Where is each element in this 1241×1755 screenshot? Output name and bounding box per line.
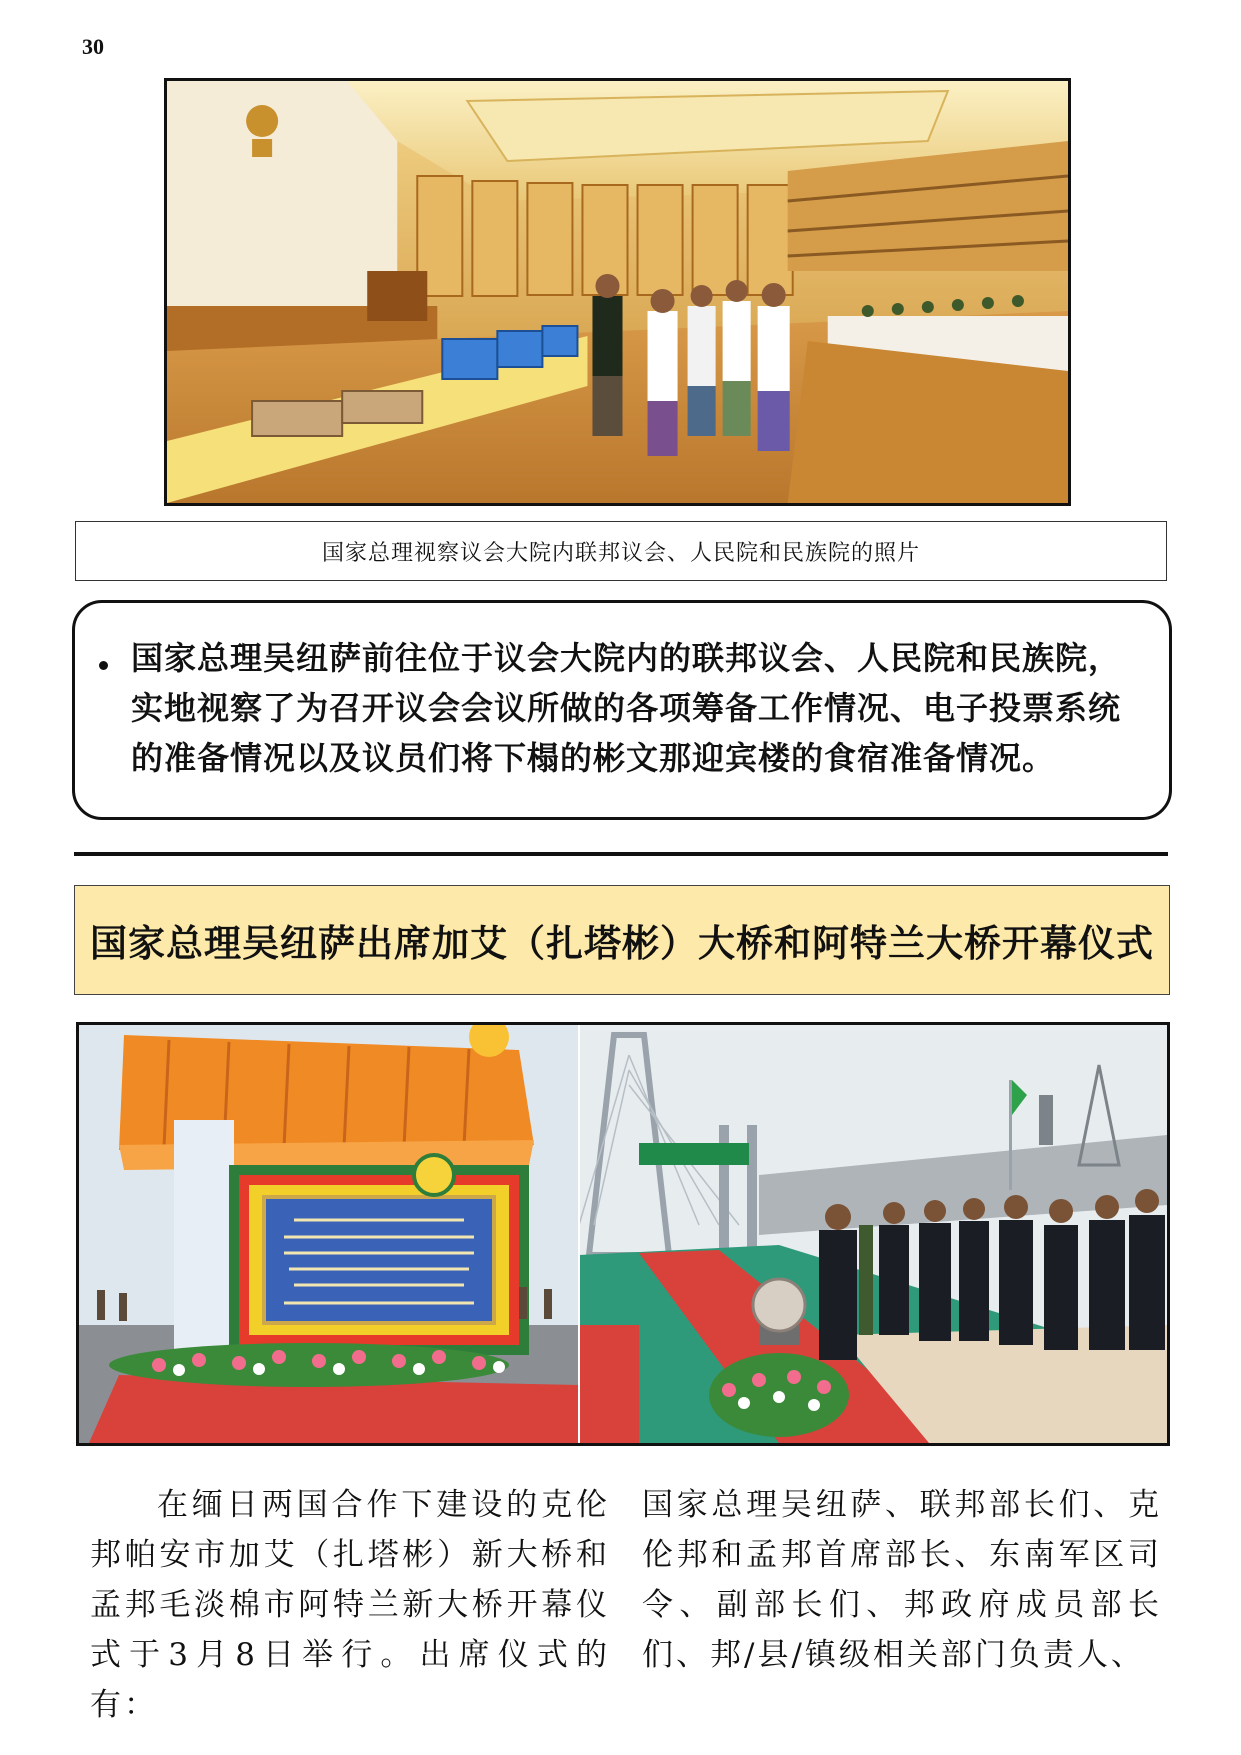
bridge-ceremony-illustration [79,1025,1167,1443]
photo-caption: 国家总理视察议会大院内联邦议会、人民院和民族院的照片 [75,521,1167,581]
page-number: 30 [82,34,104,59]
parliament-hall-illustration [167,81,1068,503]
parliament-hall-photo [164,78,1071,506]
section-divider [74,852,1168,856]
bullet-point-icon [99,661,108,670]
summary-box [72,600,1172,820]
headline-banner [74,885,1170,995]
article-body-right-text: 国家总理吴纽萨、联邦部长们、克伦邦和孟邦首席部长、东南军区司令、副部长们、邦政府成员部长们、邦/县/镇级相关部门负责人、 [642,1487,1162,1673]
bridge-ceremony-photo [76,1022,1170,1446]
article-body-right-column [642,1480,1162,1680]
article-body-left-column [90,1480,610,1730]
article-body-left-text: 在缅日两国合作下建设的克伦邦帕安市加艾（扎塔彬）新大桥和孟邦毛淡棉市阿特兰新大桥开幕仪式于3月8日举行。出席仪式的有： [90,1487,610,1723]
headline-title: 国家总理吴纽萨出席加艾（扎塔彬）大桥和阿特兰大桥开幕仪式 [90,922,1154,965]
summary-text: 国家总理吴纽萨前往位于议会大院内的联邦议会、人民院和民族院，实地视察了为召开议会会议所做的各项筹备工作情况、电子投票系统的准备情况以及议员们将下榻的彬文那迎宾楼的食宿准备情况。 [131,639,1122,777]
